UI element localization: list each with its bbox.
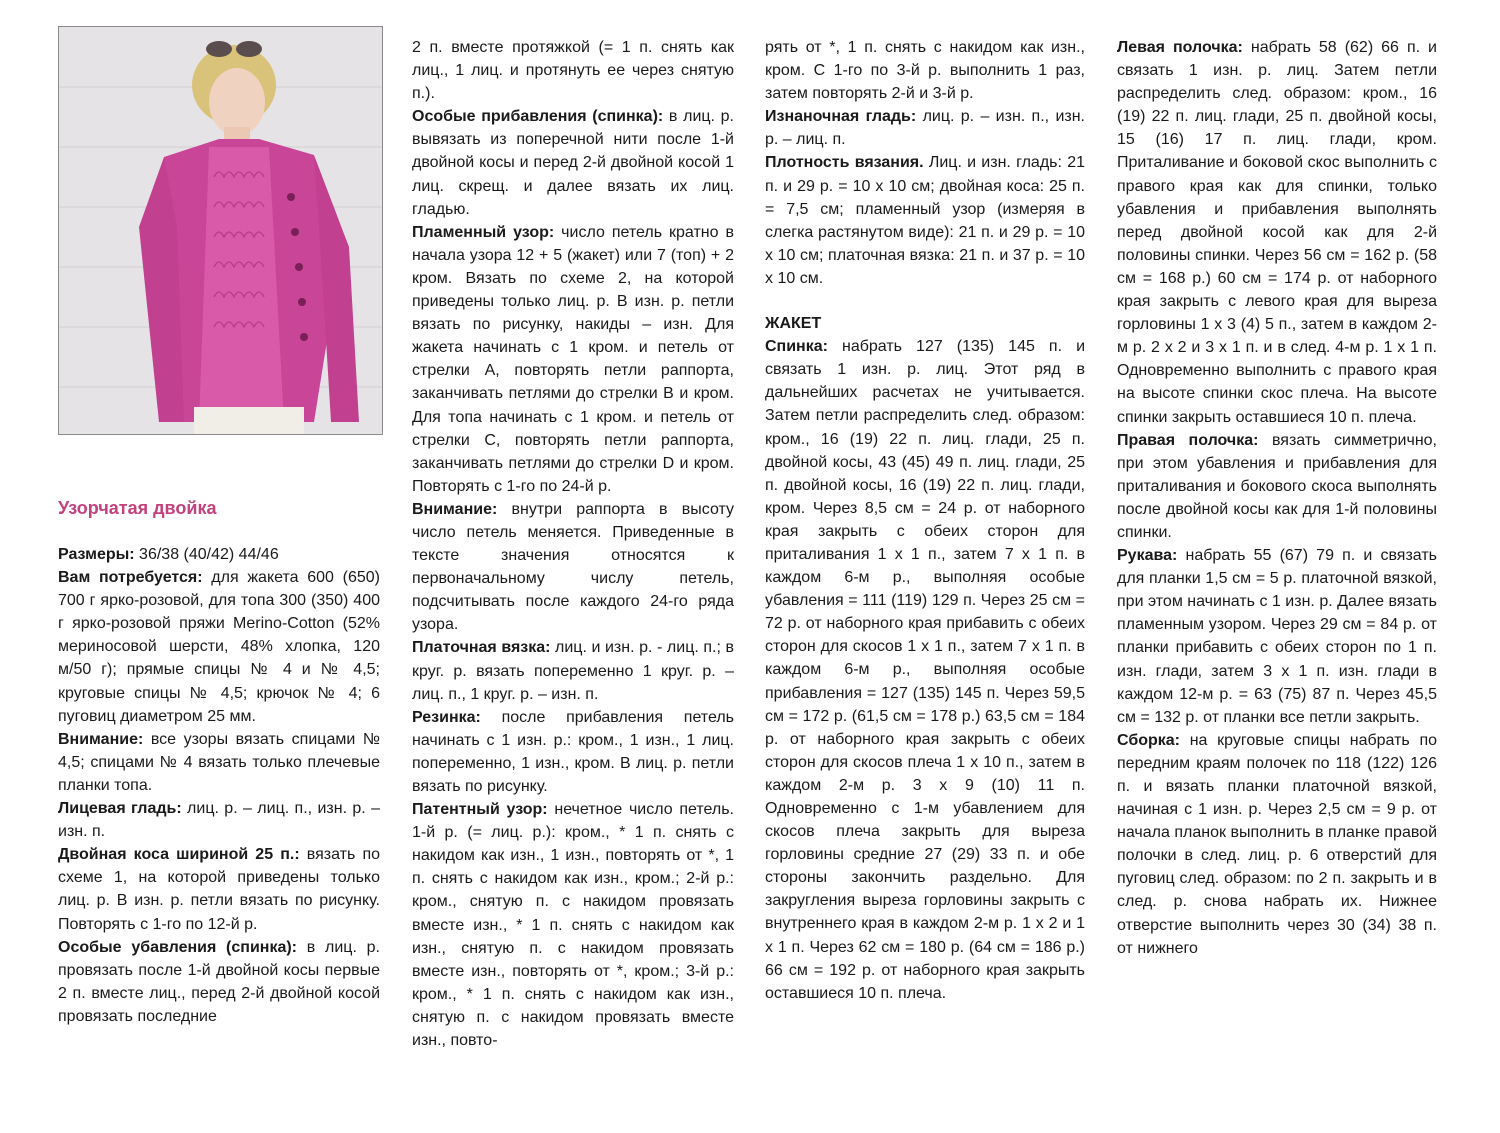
paragraph-garter: Платочная вязка: лиц. и изн. р. - лиц. п.; в круг. р. вязать попеременно 1 круг. р. – лиц. п., 1 круг. р. – изн. п. (412, 639, 735, 703)
article-title: Узорчатая двойка (58, 498, 217, 518)
paragraph-flame-pattern: Пламенный узор: число петель кратно в начала узора 12 + 5 (жакет) или 7 (топ) + 2 кром. Вязать по схеме 2, на которой приведены только лиц. р. В изн. р. петли вязать по рисунку, накиды – изн. Для жакета начинать с 1 кром. и петель от стрелки А, повторять петли раппорта, заканчивать петлями до стрелки В и кром. Для топа начинать с 1 кром. и петель от стрелки С, повторять петли раппорта, заканчивать петлями до стрелки D и кром. Повторять с 1-го по 24-й р. (412, 223, 735, 495)
paragraph-attention: Внимание: все узоры вязать спицами № 4,5; спицами № 4 вязать только плечевые планки топа. (58, 730, 380, 794)
paragraph-continued: 2 п. вместе протяжкой (= 1 п. снять как лиц., 1 лиц. и протянуть ее через снятую п.). (412, 39, 734, 103)
model-illustration (59, 27, 382, 434)
paragraph-materials: Вам потребуется: для жакета 600 (650) 700 г ярко-розовой, для топа 300 (350) 400 г ярко-розовой пряжи Merino-Cotton (52% мериносовой шерсти, 48% хлопка, 120 м/50 г); прямые спицы № 4 и № 4,5; круговые спицы № 4,5; крючок № 4; 6 пуговиц диаметром 25 мм. (58, 569, 380, 725)
model-photo (58, 26, 383, 435)
paragraph-stockinette: Лицевая гладь: лиц. р. – лиц. п., изн. р. – изн. п. (58, 800, 381, 841)
section-heading-jacket: ЖАКЕТ (765, 315, 822, 333)
paragraph-double-cable: Двойная коса шириной 25 п.: вязать по схеме 1, на которой приведены только лиц. р. В изн. р. петли вязать по рисунку. Повторять с 1-го по 12-й р. (58, 846, 381, 933)
paragraph-sizes: Размеры: 36/38 (40/42) 44/46 (58, 546, 279, 563)
paragraph-patent: Патентный узор: нечетное число петель. 1-й р. (= лиц. р.): кром., * 1 п. снять с накидом как изн., 1 изн., повторять от *, 1 п. снять с накидом как изн., кром.; 2-й р.: кром., снятую п. с накидом провязать вместе изн., * 1 п. снять с накидом как изн., снятую п. с накидом провязать вместе изн., повторять от *, кром.; 3-й р.: кром., * 1 п. снять с накидом как изн., снятую п. с накидом провязать вместе изн., повто- (412, 801, 735, 1050)
paragraph-gauge: Плотность вязания. Лиц. и изн. гладь: 21 п. и 29 р. = 10 х 10 см; двойная коса: 25 п. = 7,5 см; пламенный узор (измеряя в слегка растянутом виде): 21 п. и 29 р. = 10 х 10 см; платочная вязка: 21 п. и 37 р. = 10 х 10 см. (765, 154, 1085, 287)
paragraph-sleeves: Рукава: набрать 55 (67) 79 п. и связать для планки 1,5 см = 5 р. платочной вязкой, при этом начинать с 1 изн. р. Далее вязать пламенным узором. Через 29 см = 84 р. от планки прибавить с обеих сторон по 1 п. изн. глади, затем 3 х 1 п. изн. глади в каждом 12-м р. = 63 (75) 87 п. Через 45,5 см = 132 р. от планки все петли закрыть. (1117, 547, 1437, 726)
paragraph-back: Спинка: набрать 127 (135) 145 п. и связать 1 изн. р. лиц. Этот ряд в дальнейших расчетах не учитывается. Затем петли распределить след. образом: кром., 16 (19) 22 п. лиц. глади, 25 п. двойной косы, 43 (45) 49 п. лиц. глади, 25 п. двойной косы, 16 (19) 22 п. лиц. глади, кром. Через 8,5 см = 24 р. от наборного края закрыть с обеих сторон для приталивания 1 х 1 п., затем 7 х 1 п. в каждом 6-м р., выполняя особые убавления = 111 (119) 129 п. Через 25 см = 72 р. от наборного края прибавить с обеих сторон для скосов 1 х 1 п., затем 7 х 1 п. в каждом 6-м р., выполняя особые прибавления = 127 (135) 145 п. Через 59,5 см = 172 р. (61,5 см = 178 р.) 63,5 см = 184 р. от наборного края закрыть с обеих сторон для скосов плеча 1 х 10 п., затем в каждом 2-м р. 3 х 9 (10) 11 п. Одновременно с 1-м убавлением для скосов плеча закрыть для выреза горловины средние 27 (29) 33 п. и обе стороны закончить раздельно. Для закругления выреза горловины закрыть с внутреннего края в каждом 2-м р. 1 х 2 и 1 х 1 п. Через 62 см = 180 р. (64 см = 186 р.) 66 см = 192 р. от наборного края закрыть оставшиеся 10 п. плеча. (765, 338, 1085, 1002)
text-column-2 (412, 36, 734, 1052)
paragraph-ribbing: Резинка: после прибавления петель начинать с 1 изн. р.: кром., 1 изн., 1 лиц. попеременно, 1 изн., кром. В лиц. р. петли вязать по рисунку. (412, 708, 734, 795)
paragraph-increases: Особые прибавления (спинка): в лиц. р. вывязать из поперечной нити после 1-й двойной косы и перед 2-й двойной косой 1 лиц. скрещ. и далее вязать их лиц. гладью. (412, 108, 735, 218)
paragraph-left-front: Левая полочка: набрать 58 (62) 66 п. и связать 1 изн. р. лиц. Затем петли распределить след. образом: кром., 16 (19) 22 п. лиц. глади, 25 п. двойной косы, 15 (16) 17 п. лиц. глади, кром. Приталивание и боковой скос выполнить с правого края как для спинки, только убавления и прибавления выполнять перед двойной косой как для 2-й половины спинки. Через 56 см = 162 р. (58 см = 168 р.) 60 см = 174 р. от наборного края закрыть с левого края для выреза горловины 1 х 3 (4) 5 п., затем в каждом 2-м р. 2 х 2 и 3 х 1 п. и в след. 4-м р. 1 х 1 п. Одновременно выполнить с правого края на высоте спинки скос плеча. На высоте спинки закрыть оставшиеся 10 п. плеча. (1117, 39, 1437, 426)
text-column-3 (765, 36, 1085, 1005)
paragraph-reverse-stockinette: Изнаночная гладь: лиц. р. – изн. п., изн. р. – лиц. п. (765, 108, 1085, 149)
paragraph-decreases: Особые убавления (спинка): в лиц. р. провязать после 1-й двойной косы первые 2 п. вместе лиц., перед 2-й двойной косой провязать последние (58, 938, 380, 1025)
paragraph-right-front: Правая полочка: вязать симметрично, при этом убавления и прибавления для приталивания и бокового скоса выполнять после двойной косы как для 1-й половины спинки. (1117, 431, 1438, 541)
text-column-1 (58, 543, 380, 1028)
paragraph-attention-2: Внимание: внутри раппорта в высоту число петель меняется. Приведенные в тексте значения относятся к первоначальному числу петель, подсчитывать после каждого 24-го ряда узора. (412, 500, 734, 634)
paragraph-assembly: Сборка: на круговые спицы набрать по передним краям полочек по 118 (122) 126 п. и вязать планки платочной вязкой, начиная с 1 изн. р. Через 2,5 см = 9 р. от начала планок выполнить в планке правой полочки в след. лиц. р. 6 отверстий для пуговиц след. образом: по 2 п. закрыть и в след. р. снова набрать их. Нижнее отверстие выполнить через 30 (34) 38 п. от нижнего (1117, 731, 1437, 957)
text-column-4 (1117, 36, 1437, 960)
paragraph-continued-2: рять от *, 1 п. снять с накидом как изн., кром. С 1-го по 3-й р. выполнить 1 раз, затем повторять 2-й и 3-й р. (765, 39, 1085, 103)
